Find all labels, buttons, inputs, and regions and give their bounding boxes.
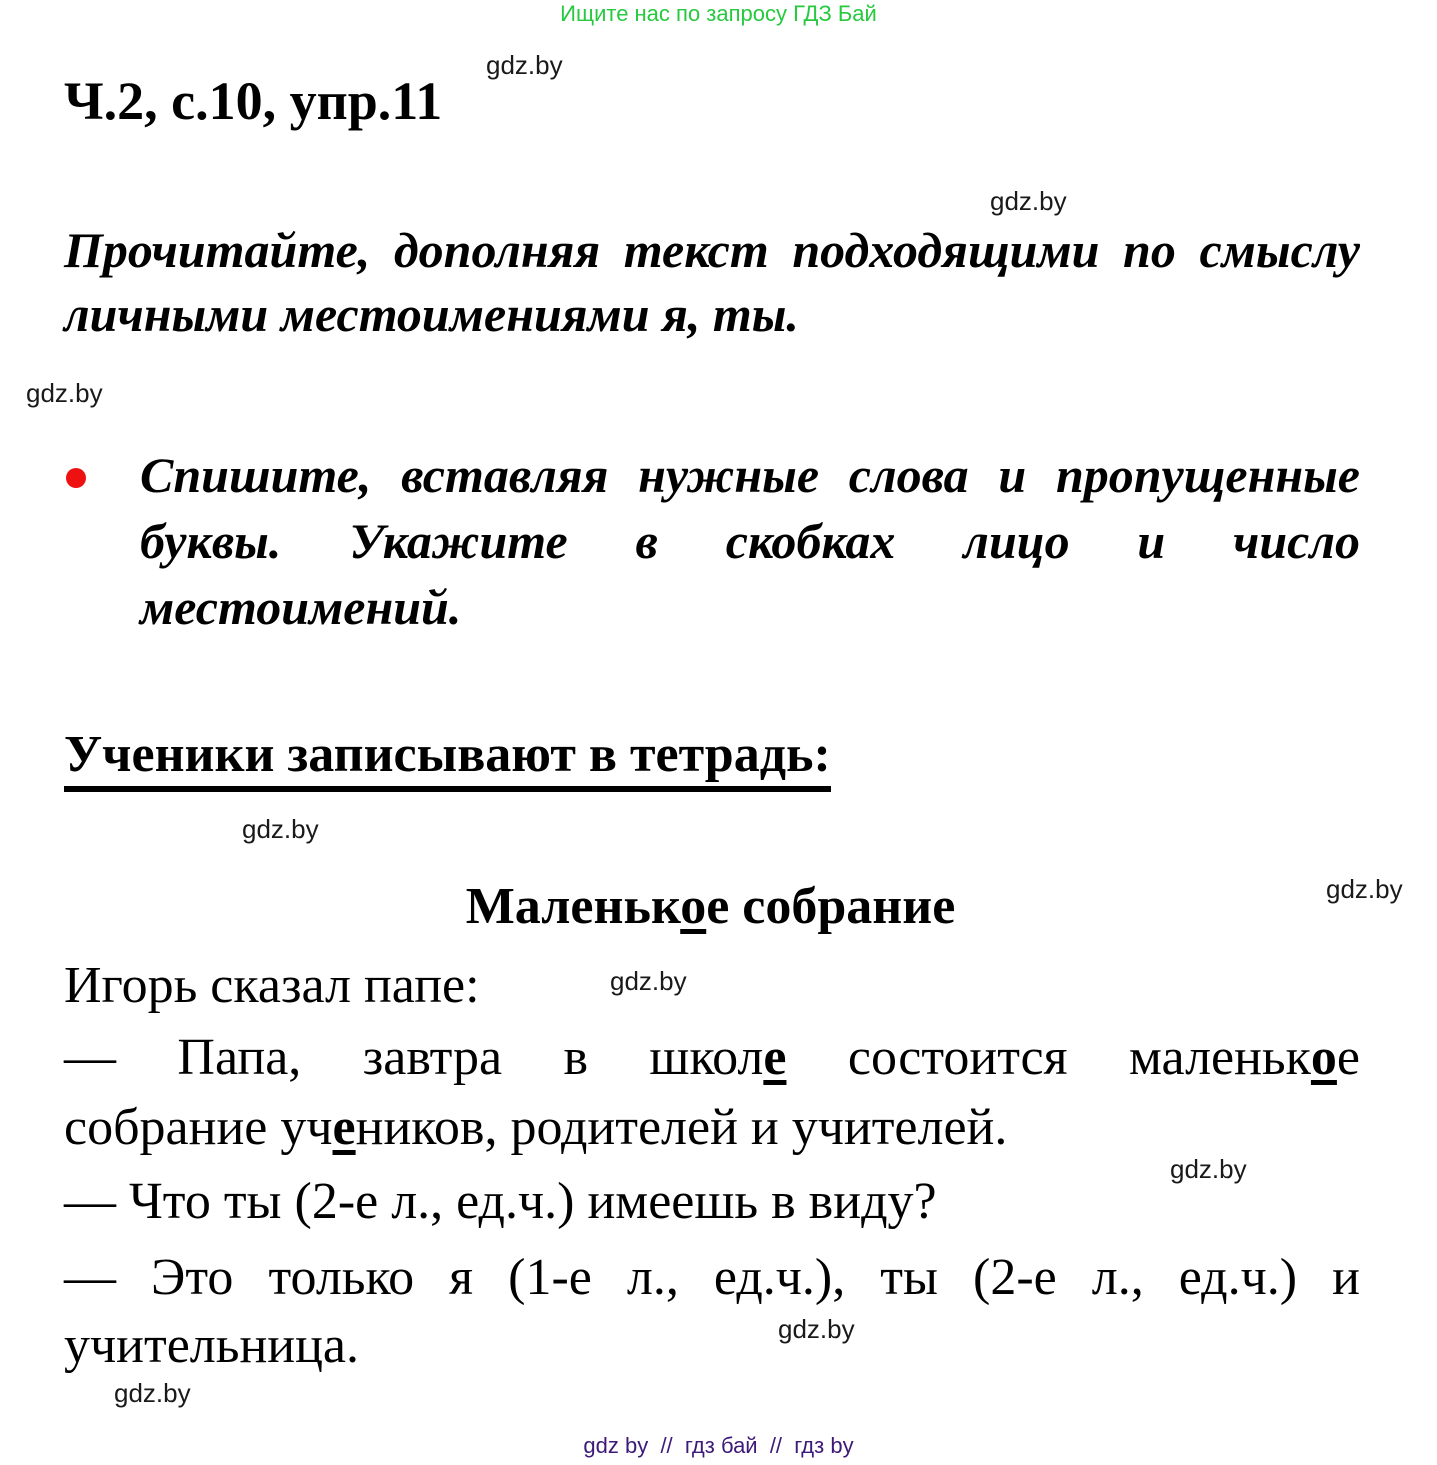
watermark: gdz.by [486, 50, 563, 80]
task-instruction: Спишите, вставляя нужные слова и пропущенные буквы. Укажите в скобках лицо и число местоимений. [140, 447, 1360, 635]
watermark: gdz.by [242, 814, 319, 844]
story-line-2 [64, 1024, 1360, 1092]
story-line-1: Игорь сказал папе: [64, 957, 480, 1014]
bullet-icon [66, 468, 86, 488]
story-line-4: — Что ты (2-е л., ед.ч.) имеешь в виду? [64, 1173, 937, 1230]
inserted-letter: о [1310, 1029, 1337, 1086]
story-title-part: е собрание [706, 878, 956, 935]
watermark: gdz.by [990, 186, 1067, 216]
watermark: gdz.by [114, 1378, 191, 1408]
exercise-instruction: Прочитайте, дополняя текст подходящими по смыслу личными местоимениями я, ты. [64, 222, 1360, 342]
story-line-3 [64, 1094, 1360, 1162]
watermark: gdz.by [778, 1314, 855, 1344]
watermark: gdz.by [1170, 1154, 1247, 1184]
text-part: — Папа, завтра в школ [64, 1029, 764, 1086]
text-part: е [1336, 1029, 1360, 1086]
inserted-letter: е [332, 1099, 356, 1156]
text-part: ников, родителей и учителей. [355, 1099, 1008, 1156]
story-title-part: Маленьк [465, 878, 681, 935]
footer-watermark: gdz by // гдз бай // гдз by [583, 1433, 854, 1458]
story-title [0, 876, 1437, 938]
inserted-letter: о [680, 878, 707, 935]
page-title: Ч.2, с.10, упр.11 [64, 71, 443, 131]
watermark: gdz.by [26, 378, 103, 408]
text-part: собрание уч [64, 1099, 333, 1156]
story-line-5: — Это только я (1-е л., ед.ч.), ты (2-е л., ед.ч.) и [64, 1249, 1360, 1306]
watermark: gdz.by [610, 966, 687, 996]
top-banner: Ищите нас по запросу ГДЗ Бай [560, 1, 877, 26]
text-part: состоится маленьк [786, 1029, 1311, 1086]
watermark: gdz.by [1326, 874, 1403, 904]
inserted-letter: е [763, 1029, 787, 1086]
story-line-6: учительница. [64, 1317, 360, 1374]
section-heading: Ученики записывают в тетрадь: [64, 724, 831, 792]
